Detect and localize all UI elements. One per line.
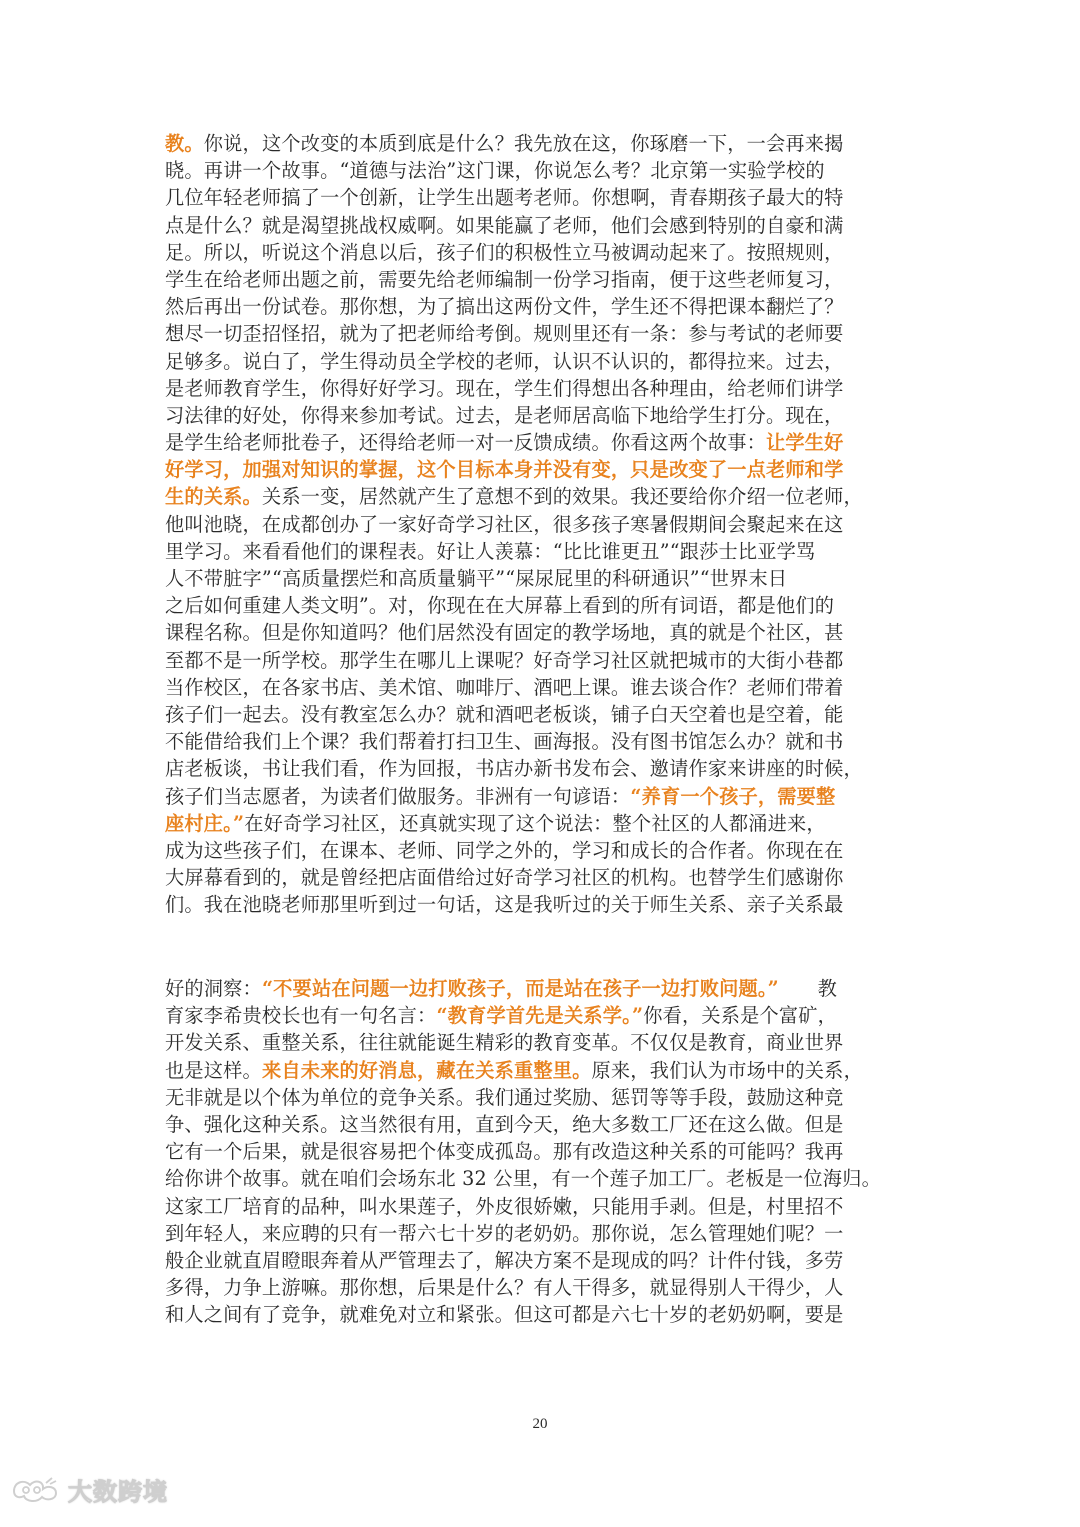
highlighted-text: 教。: [165, 132, 204, 155]
text-line: [165, 755, 915, 782]
body-text: 之后如何重建人类文明”。对，你现在在大屏幕上看到的所有词语，都是他们的: [165, 594, 835, 618]
text-line: [165, 239, 915, 266]
body-text: 想尽一切歪招怪招，就为了把老师给考倒。规则里还有一条：参与考试的老师要: [165, 322, 844, 346]
text-line: [165, 184, 915, 211]
body-text: 你看，关系是个富矿，: [643, 1004, 838, 1028]
text-line: [165, 266, 915, 293]
body-text: 里学习。来看看他们的课程表。好让人羡慕：“比比谁更丑”“跟莎士比亚学骂: [165, 539, 816, 563]
text-line: [165, 864, 915, 891]
text-line: [165, 348, 915, 375]
text-line: [165, 619, 915, 646]
text-line: [165, 1111, 915, 1138]
highlighted-text: 座村庄。”: [165, 811, 245, 835]
body-text: 大屏幕看到的，就是曾经把店面借给过好奇学习社区的机构。也替学生们感谢你: [165, 866, 844, 890]
body-text: 教: [778, 977, 838, 1000]
body-text: 习法律的好处，你得来参加考试。过去，是老师居高临下地给学生打分。现在，: [165, 403, 844, 427]
body-text: 当作校区，在各家书店、美术馆、咖啡厅、酒吧上课。谁去谈合作？老师们带着: [165, 675, 844, 699]
text-line: [165, 783, 915, 810]
body-text: 是老师教育学生，你得好好学习。现在，学生们得想出各种理由，给老师们讲学: [165, 376, 844, 400]
body-text: 们。我在池晓老师那里听到过一句话，这是我听过的关于师生关系、亲子关系最: [165, 893, 844, 917]
text-line: [165, 728, 915, 755]
highlighted-text: 生的关系。: [165, 485, 262, 509]
text-line: [165, 891, 915, 918]
body-text: 关系一变，居然就产生了意想不到的效果。我还要给你介绍一位老师，: [261, 485, 863, 509]
text-line: [165, 837, 915, 864]
text-line: [165, 212, 915, 239]
body-text: 足。所以，听说这个消息以后，孩子们的积极性立马被调动起来了。按照规则，: [165, 240, 844, 264]
body-text: 孩子们当志愿者，为读者们做服务。非洲有一句谚语：: [165, 784, 631, 808]
text-line: [165, 674, 915, 701]
text-line: [165, 1274, 915, 1301]
body-text: 他叫池晓，在成都创办了一家好奇学习社区，很多孩子寒暑假期间会聚起来在这: [165, 512, 844, 536]
body-text: 在好奇学习社区，还真就实现了这个说法：整个社区的人都涌进来，: [244, 811, 826, 835]
text-line: [165, 647, 915, 674]
body-text: 不能借给我们上个课？我们帮着打扫卫生、画海报。没有图书馆怎么办？就和书: [165, 730, 844, 754]
text-line: [165, 1138, 915, 1165]
text-line: [165, 1084, 915, 1111]
body-text: 课程名称。但是你知道吗？他们居然没有固定的教学场地，真的就是个社区，甚: [165, 621, 844, 645]
body-text: 开发关系、重整关系，往往就能诞生精彩的教育变革。不仅仅是教育，商业世界: [165, 1031, 844, 1055]
text-line: [165, 1247, 915, 1274]
body-text: 给你讲个故事。就在咱们会场东北 32 公里，有一个莲子加工厂。老板是一位海归。: [165, 1167, 881, 1191]
text-line: [165, 402, 915, 429]
body-text: 无非就是以个体为单位的竞争关系。我们通过奖励、惩罚等等手段，鼓励这种竞: [165, 1085, 844, 1109]
text-line: [165, 1193, 915, 1220]
body-text: 成为这些孩子们，在课本、老师、同学之外的，学习和成长的合作者。你现在在: [165, 838, 844, 862]
body-text: 你说，这个改变的本质到底是什么？我先放在这，你琢磨一下，一会再来揭: [203, 132, 844, 155]
text-line: [165, 1029, 915, 1056]
text-line: [165, 975, 915, 1002]
body-text: 学生在给老师出题之前，需要先给老师编制一份学习指南，便于这些老师复习，: [165, 267, 844, 291]
text-line: [165, 456, 915, 483]
body-text: 到年轻人，来应聘的只有一帮六七十岁的老奶奶。那你说，怎么管理她们呢？一: [165, 1221, 844, 1245]
text-line: [165, 1002, 915, 1029]
page-number: 20: [532, 1416, 548, 1432]
body-text: 争、强化这种关系。这当然很有用，直到今天，绝大多数工厂还在这么做。但是: [165, 1112, 844, 1136]
body-text: 和人之间有了竞争，就难免对立和紧张。但这可都是六七十岁的老奶奶啊，要是: [165, 1303, 844, 1327]
logo-icon: [10, 1475, 62, 1505]
watermark: [10, 1472, 168, 1507]
text-line: [165, 1220, 915, 1247]
text-line: [165, 810, 915, 837]
body-text: 好的洞察：: [165, 977, 262, 1000]
body-paragraph-1: [165, 130, 915, 918]
body-text: 至都不是一所学校。那学生在哪儿上课呢？好奇学习社区就把城市的大街小巷都: [165, 648, 844, 672]
text-line: [165, 592, 915, 619]
highlighted-text: 好学习，加强对知识的掌握，这个目标本身并没有变，只是改变了一点老师和学: [165, 458, 844, 482]
text-line: [165, 1057, 915, 1084]
text-line: [165, 565, 915, 592]
body-text: 人不带脏字”“高质量摆烂和高质量躺平”“屎尿屁里的科研通识”“世界末日: [165, 567, 788, 590]
text-line: [165, 157, 915, 184]
body-paragraph-2: [165, 975, 915, 1328]
body-text: 原来，我们认为市场中的关系，: [591, 1058, 863, 1082]
text-line: [165, 130, 915, 157]
text-line: [165, 701, 915, 728]
highlighted-text: 来自未来的好消息，藏在关系重整里。: [261, 1058, 592, 1082]
text-line: [165, 483, 915, 510]
body-text: 般企业就直眉瞪眼奔着从严管理去了，解决方案不是现成的吗？计件付钱，多劳: [165, 1248, 844, 1272]
text-line: [165, 1301, 915, 1328]
body-text: 它有一个后果，就是很容易把个体变成孤岛。那有改造这种关系的可能吗？我再: [165, 1140, 844, 1164]
watermark-text: 大数跨境: [68, 1478, 168, 1506]
text-line: [165, 293, 915, 320]
body-text: 晓。再讲一个故事。“道德与法治”这门课，你说怎么考？北京第一实验学校的: [165, 159, 825, 183]
highlighted-text: 让学生好: [766, 431, 844, 455]
text-line: [165, 375, 915, 402]
body-text: 孩子们一起去。没有教室怎么办？就和酒吧老板谈，铺子白天空着也是空着，能: [165, 702, 844, 726]
text-line: [165, 1165, 915, 1192]
body-text: 店老板谈，书让我们看，作为回报，书店办新书发布会、邀请作家来讲座的时候，: [165, 757, 863, 781]
highlighted-text: “不要站在问题一边打败孩子，而是站在孩子一边打败问题。”: [261, 977, 779, 1000]
body-text: 足够多。说白了，学生得动员全学校的老师，认识不认识的，都得拉来。过去，: [165, 349, 844, 373]
highlighted-text: “教育学首先是关系学。”: [436, 1004, 644, 1028]
text-line: [165, 511, 915, 538]
body-text: 几位年轻老师搞了一个创新，让学生出题考老师。你想啊，青春期孩子最大的特: [165, 186, 844, 210]
body-text: 然后再出一份试卷。那你想，为了搞出这两份文件，学生还不得把课本翻烂了？: [165, 295, 844, 319]
body-text: 也是这样。: [165, 1058, 262, 1082]
text-line: [165, 538, 915, 565]
text-line: [165, 429, 915, 456]
highlighted-text: “养育一个孩子，需要整: [630, 784, 836, 808]
text-line: [165, 320, 915, 347]
body-text: 是学生给老师批卷子，还得给老师一对一反馈成绩。你看这两个故事：: [165, 431, 767, 455]
body-text: 育家李希贵校长也有一句名言：: [165, 1004, 437, 1028]
body-text: 多得，力争上游嘛。那你想，后果是什么？有人干得多，就显得别人干得少，人: [165, 1276, 844, 1300]
body-text: 这家工厂培育的品种，叫水果莲子，外皮很娇嫩，只能用手剥。但是，村里招不: [165, 1194, 844, 1218]
body-text: 点是什么？就是渴望挑战权威啊。如果能赢了老师，他们会感到特别的自豪和满: [165, 213, 844, 237]
